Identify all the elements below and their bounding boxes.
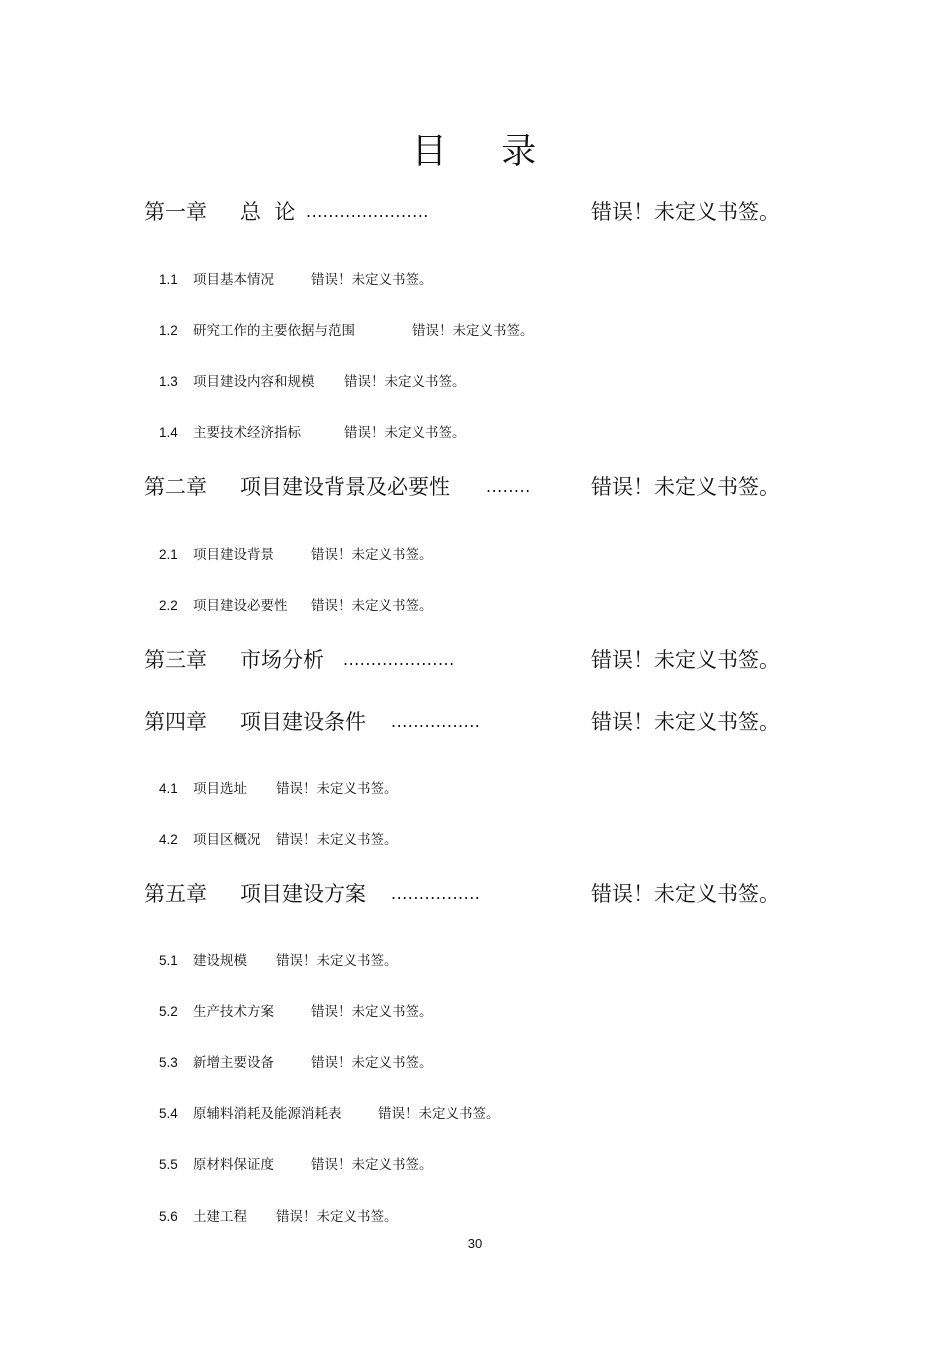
toc-section-5-4[interactable] xyxy=(0,1103,950,1125)
section-title: 项目选址 xyxy=(193,781,247,797)
toc-section-5-2[interactable] xyxy=(0,1001,950,1023)
chapter-error-text: 错误！未定义书签。 xyxy=(591,710,780,734)
section-number: 5.6 xyxy=(159,1209,178,1224)
toc-section-4-2[interactable] xyxy=(0,829,950,851)
chapter-leader-dots: ................ xyxy=(391,884,481,903)
section-number: 1.2 xyxy=(159,323,178,338)
section-title: 土建工程 xyxy=(193,1209,247,1225)
section-title: 新增主要设备 xyxy=(193,1055,274,1071)
section-error-text: 错误！未定义书签。 xyxy=(311,1055,433,1071)
section-number: 5.5 xyxy=(159,1157,178,1172)
section-title: 原材料保证度 xyxy=(193,1157,274,1173)
section-number: 1.1 xyxy=(159,272,178,287)
chapter-number: 第四章 xyxy=(144,710,207,734)
section-number: 1.3 xyxy=(159,374,178,389)
section-title: 项目基本情况 xyxy=(193,272,274,288)
section-number: 5.1 xyxy=(159,953,178,968)
section-title: 项目建设内容和规模 xyxy=(193,374,315,390)
chapter-title: 项目建设背景及必要性 xyxy=(240,475,450,499)
toc-section-1-2[interactable] xyxy=(0,320,950,342)
chapter-title: 市场分析 xyxy=(240,648,324,672)
section-error-text: 错误！未定义书签。 xyxy=(344,374,466,390)
section-error-text: 错误！未定义书签。 xyxy=(276,832,398,848)
toc-chapter-4[interactable] xyxy=(0,706,950,738)
section-number: 2.2 xyxy=(159,598,178,613)
section-title: 项目建设背景 xyxy=(193,547,274,563)
toc-chapter-1[interactable] xyxy=(0,196,950,228)
section-error-text: 错误！未定义书签。 xyxy=(311,598,433,614)
toc-section-1-1[interactable] xyxy=(0,269,950,291)
section-title: 原辅料消耗及能源消耗表 xyxy=(193,1106,342,1122)
section-error-text: 错误！未定义书签。 xyxy=(311,272,433,288)
section-error-text: 错误！未定义书签。 xyxy=(276,953,398,969)
section-error-text: 错误！未定义书签。 xyxy=(378,1106,500,1122)
section-title: 研究工作的主要依据与范围 xyxy=(193,323,355,339)
toc-section-1-4[interactable] xyxy=(0,422,950,444)
section-error-text: 错误！未定义书签。 xyxy=(276,1209,398,1225)
chapter-leader-dots: ...................... xyxy=(306,202,429,221)
section-error-text: 错误！未定义书签。 xyxy=(412,323,534,339)
toc-section-5-1[interactable] xyxy=(0,950,950,972)
chapter-title: 项目建设方案 xyxy=(240,882,366,906)
section-title: 主要技术经济指标 xyxy=(193,425,301,441)
toc-section-1-3[interactable] xyxy=(0,371,950,393)
section-number: 2.1 xyxy=(159,547,178,562)
section-number: 4.1 xyxy=(159,781,178,796)
section-number: 5.4 xyxy=(159,1106,178,1121)
section-title: 建设规模 xyxy=(193,953,247,969)
section-title: 生产技术方案 xyxy=(193,1004,274,1020)
chapter-title: 总 论 xyxy=(240,200,296,224)
chapter-leader-dots: ........ xyxy=(486,477,531,496)
section-number: 5.2 xyxy=(159,1004,178,1019)
chapter-leader-dots: ................ xyxy=(391,712,481,731)
chapter-number: 第五章 xyxy=(144,882,207,906)
section-error-text: 错误！未定义书签。 xyxy=(311,547,433,563)
toc-title: 目 录 xyxy=(411,132,539,172)
toc-section-4-1[interactable] xyxy=(0,778,950,800)
toc-section-2-1[interactable] xyxy=(0,544,950,566)
chapter-number: 第三章 xyxy=(144,648,207,672)
chapter-error-text: 错误！未定义书签。 xyxy=(591,882,780,906)
section-title: 项目区概况 xyxy=(193,832,261,848)
toc-chapter-2[interactable] xyxy=(0,471,950,503)
toc-chapter-3[interactable] xyxy=(0,644,950,676)
toc-section-5-3[interactable] xyxy=(0,1052,950,1074)
section-number: 5.3 xyxy=(159,1055,178,1070)
chapter-error-text: 错误！未定义书签。 xyxy=(591,475,780,499)
toc-section-5-5[interactable] xyxy=(0,1154,950,1176)
section-error-text: 错误！未定义书签。 xyxy=(276,781,398,797)
section-number: 1.4 xyxy=(159,425,178,440)
chapter-number: 第二章 xyxy=(144,475,207,499)
toc-section-5-6[interactable] xyxy=(0,1206,950,1228)
chapter-title: 项目建设条件 xyxy=(240,710,366,734)
section-title: 项目建设必要性 xyxy=(193,598,288,614)
toc-section-2-2[interactable] xyxy=(0,595,950,617)
toc-chapter-5[interactable] xyxy=(0,878,950,910)
section-error-text: 错误！未定义书签。 xyxy=(311,1004,433,1020)
chapter-leader-dots: .................... xyxy=(343,650,455,669)
chapter-error-text: 错误！未定义书签。 xyxy=(591,648,780,672)
chapter-number: 第一章 xyxy=(144,200,207,224)
chapter-error-text: 错误！未定义书签。 xyxy=(591,200,780,224)
section-error-text: 错误！未定义书签。 xyxy=(344,425,466,441)
page-number: 30 xyxy=(467,1236,483,1251)
section-number: 4.2 xyxy=(159,832,178,847)
section-error-text: 错误！未定义书签。 xyxy=(311,1157,433,1173)
